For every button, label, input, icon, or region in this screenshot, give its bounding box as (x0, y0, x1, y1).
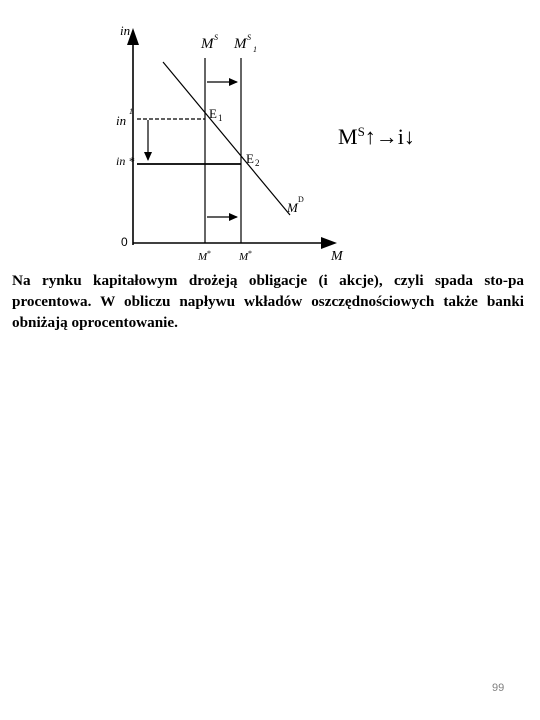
point-e2-label: E (246, 151, 254, 166)
x-tick-before-sup: * (207, 249, 211, 258)
demand-label: M (287, 200, 298, 215)
arrow-up-icon: ↑ (364, 124, 376, 149)
money-market-diagram (0, 0, 540, 270)
formula-ms-sup: S (357, 124, 365, 139)
arrow-down-icon: ↓ (403, 124, 415, 149)
rate-after-label: in * (116, 154, 135, 168)
formula-ms: M (338, 124, 358, 149)
explanation-paragraph: Na rynku kapitałowym drożeją obligacje (i akcje), czyli spada sto-pa procentowa. W obliczu napływu wkładów oszczędnościowych także banki obniżają oprocentowanie. (12, 272, 524, 331)
point-e1-label: E (209, 106, 217, 121)
formula (338, 124, 415, 150)
supply-before-label: M (201, 36, 214, 52)
demand-line (163, 62, 290, 215)
formula-i: i (397, 124, 404, 149)
origin-label: 0 (121, 235, 128, 249)
y-axis-label: in (120, 23, 131, 38)
demand-sup: D (298, 195, 304, 204)
x-axis-arrow (321, 237, 337, 249)
point-e2-sub: 2 (255, 158, 260, 168)
supply-before-sup: S (214, 33, 218, 42)
x-tick-after-label: M (239, 251, 249, 263)
supply-after-sup: S (247, 33, 251, 42)
supply-after-label: M (234, 36, 247, 52)
supply-after-sub: 1 (253, 45, 257, 54)
arrow-right-icon: → (375, 124, 398, 149)
rate-before-sup: 1 (129, 107, 133, 116)
x-axis-label: M (331, 249, 343, 264)
x-tick-before-label: M (198, 251, 208, 263)
point-e1-sub: 1 (218, 113, 223, 123)
x-tick-after-sup: * (248, 249, 252, 258)
rate-before-label: in (116, 113, 127, 128)
page-number: 99 (492, 682, 505, 694)
